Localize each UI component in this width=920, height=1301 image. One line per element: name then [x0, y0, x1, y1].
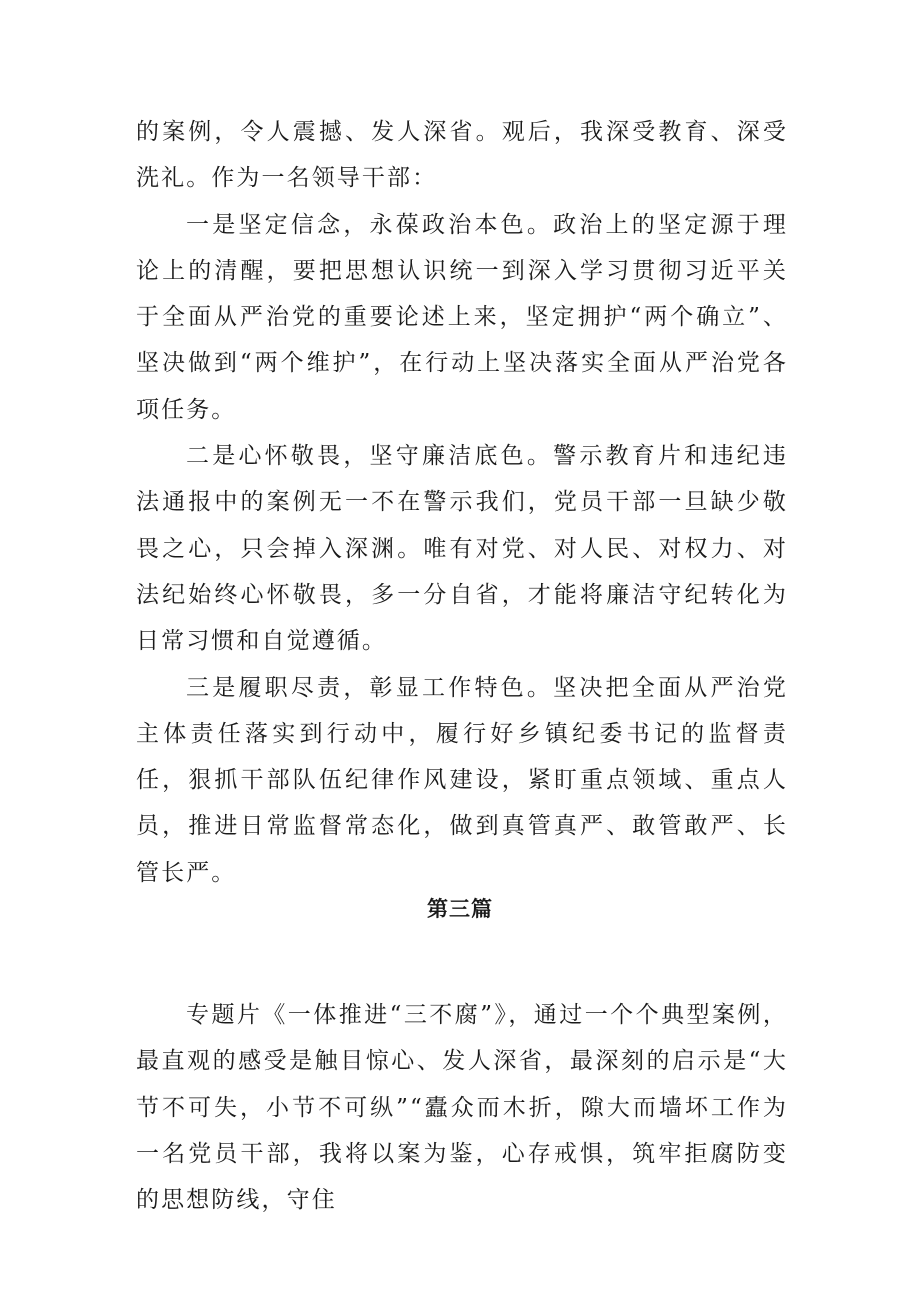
paragraph-firm-belief: 一是坚定信念，永葆政治本色。政治上的坚定源于理论上的清醒，要把思想认识统一到深入学习贯彻习近平关于全面从严治党的重要论述上来，坚定拥护“两个确立”、坚决做到“两个维护”，在行动上坚决落实全面从严治党各项任务。	[136, 211, 788, 423]
paragraph-special-film: 专题片《一体推进“三不腐”》，通过一个个典型案例，最直观的感受是触目惊心、发人深省，最深刻的启示是“大节不可失，小节不可纵”“蠹众而木折，隙大而墙坏工作为一名党员干部，我将以案为鉴，心存戒惧，筑牢拒腐防变的思想防线，守住	[136, 1002, 788, 1214]
lead-paragraph: 的案例，令人震撼、发人深省。观后，我深受教育、深受洗礼。作为一名领导干部：	[136, 119, 788, 192]
section-two-body	[136, 992, 788, 1223]
section-heading: 第三篇	[427, 897, 493, 921]
paragraph-duty: 三是履职尽责，彰显工作特色。坚决把全面从严治党主体责任落实到行动中，履行好乡镇纪委书记的监督责任，狠抓干部队伍纪律作风建设，紧盯重点领域、重点人员，推进日常监督常态化，做到真管真严、敢管敢严、长管长严。	[136, 674, 788, 886]
paragraph-reverence: 二是心怀敬畏，坚守廉洁底色。警示教育片和违纪违法通报中的案例无一不在警示我们，党员干部一旦缺少敬畏之心，只会掉入深渊。唯有对党、对人民、对权力、对法纪始终心怀敬畏，多一分自省，才能将廉洁守纪转化为日常习惯和自觉遵循。	[136, 443, 788, 655]
section-one-body	[136, 109, 788, 896]
